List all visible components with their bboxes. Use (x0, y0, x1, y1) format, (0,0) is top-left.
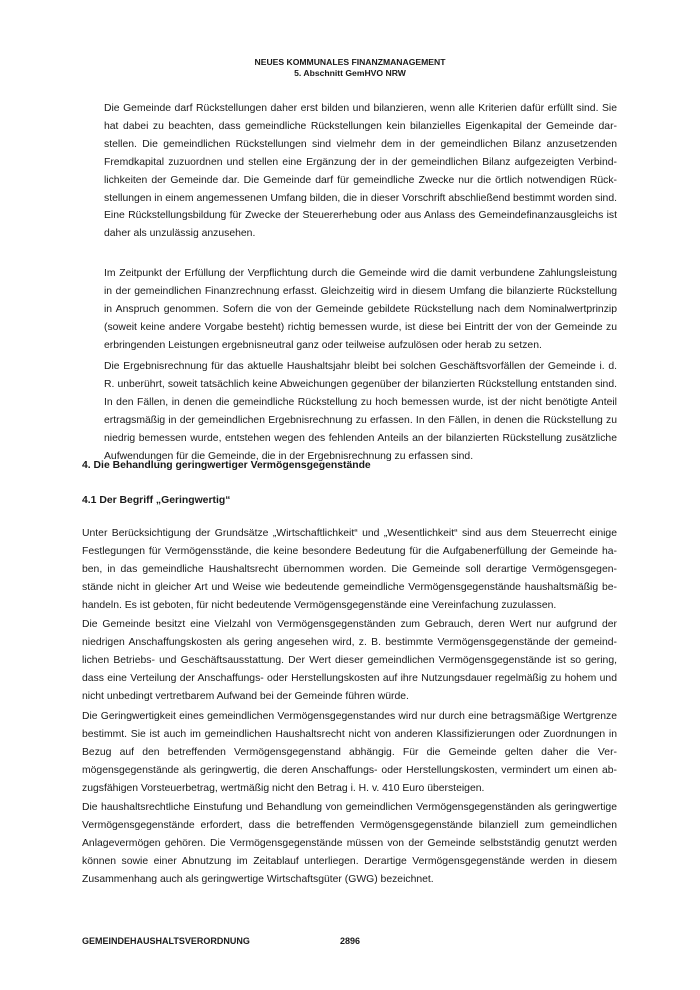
section-paragraph-3: Die Geringwertigkeit eines gemeindlichen Vermögensgegenstandes wird nur durch eine betragsmäßige Wertgrenze bestimmt. Sie ist auch im gemeindlichen Haushaltsrecht nicht von anderen Klassifizierungen oder Zuordnungen in Bezug auf den betreffenden Vermögensgegenstand abhängig. Für die Gemeinde gelten daher die Vermögensgegenstände als geringwertig, die deren Anschaffungs- oder Herstellungskosten, vermindert um einen abzugsfähigen Vorsteuerbetrag, wertmäßig nicht den Betrag i. H. v. 410 Euro übersteigen. (82, 711, 617, 794)
header-title: NEUES KOMMUNALES FINANZMANAGEMENT (254, 57, 446, 67)
header-subtitle: 5. Abschnitt GemHVO NRW (294, 68, 406, 78)
page-header (0, 57, 700, 79)
intro-paragraph-2: Im Zeitpunkt der Erfüllung der Verpflichtung durch die Gemeinde wird die damit verbundene Zahlungsleistung in der gemeindlichen Finanzrechnung erfasst. Gleichzeitig wird in diesem Umfang die bilanzierte Rückstellung in Anspruch genommen. Sofern die von der Gemeinde gebildete Rückstellung nach dem Nominalwertprinzip (soweit keine andere Vorgabe besteht) richtig bemessen wurde, ist diese bei Eintritt der von der Gemeinde zu erbringenden Leistungen ergebnisneutral ganz oder teilweise aufzulösen oder herab zu setzen. (104, 268, 617, 351)
intro-paragraph-3: Die Ergebnisrechnung für das aktuelle Haushaltsjahr bleibt bei solchen Geschäftsvorfällen der Gemeinde i. d. R. unberührt, soweit tatsächlich keine Abweichungen gegenüber der bilanzierten Rückstellung entstanden sind. In den Fällen, in denen die gemeindliche Rückstellung zu hoch bemessen wurde, ist der nicht benötigte Anteil ertragsmäßig in der gemeindlichen Ergebnisrechnung zu erfassen. In den Fällen, in denen die Rückstellung zu niedrig bemessen wurde, entstehen wegen des fehlenden Anteils an der bilanzierten Rückstellung zusätzliche Aufwendungen für die Gemeinde, die in der Ergebnisrechnung zu erfassen sind. (104, 361, 617, 462)
section-heading: 4. Die Behandlung geringwertiger Vermögensgegenstände (82, 460, 371, 471)
intro-paragraph-1: Die Gemeinde darf Rückstellungen daher erst bilden und bilanzieren, wenn alle Kriterien dafür erfüllt sind. Sie hat dabei zu beachten, dass gemeindliche Rückstellungen kein bilanzielles Eigenkapital der Gemeinde darstellen. Die gemeindlichen Rückstellungen sind vielmehr dem in der gemeindlichen Bilanz anzusetzenden Fremdkapital zuzuordnen und stellen eine Ergänzung der in der gemeindlichen Bilanz aufgezeigten Verbindlichkeiten der Gemeinde dar. Die Gemeinde darf für gemeindliche Zwecke nur die örtlich notwendigen Rückstellungen in einem angemessenen Umfang bilden, die in dieser Vorschrift abschließend bestimmt worden sind. Eine Rückstellungsbildung für Zwecke der Steuererhebung oder aus Anlass des Gemeindefinanzausgleichs ist daher als unzulässig anzusehen. (104, 103, 617, 240)
page-number: 2896 (340, 936, 361, 946)
section-paragraph-1: Unter Berücksichtigung der Grundsätze „Wirtschaftlichkeit“ und „Wesentlichkeit“ sind aus dem Steuerrecht einige Festlegungen für Vermögensstände, die keine besondere Bedeutung für die Aufgabenerfüllung der Gemeinde haben, in das gemeindliche Haushaltsrecht übernommen worden. Die Gemeinde soll derartige Vermögensgegenstände nicht in gleicher Art und Weise wie bedeutende gemeindliche Vermögensgegenstände haushaltsmäßig behandeln. Es ist geboten, für nicht bedeutende Vermögensgegenstände eine Vereinfachung zuzulassen. (82, 528, 617, 611)
section-paragraph-2: Die Gemeinde besitzt eine Vielzahl von Vermögensgegenständen zum Gebrauch, deren Wert nur aufgrund der niedrigen Anschaffungskosten als gering angesehen wird, z. B. bestimmte Vermögensgegenstände der gemeindlichen Betriebs- und Geschäftsausstattung. Der Wert dieser gemeindlichen Vermögensgegenstände ist so gering, dass eine Verteilung der Anschaffungs- oder Herstellungskosten auf ihre Nutzungsdauer regelmäßig zu hohem und nicht unbedingt vertretbarem Aufwand bei der Gemeinde führen würde. (82, 619, 617, 702)
footer-label: GEMEINDEHAUSHALTSVERORDNUNG (82, 936, 250, 946)
section-paragraph-4: Die haushaltsrechtliche Einstufung und Behandlung von gemeindlichen Vermögensgegenständen als geringwertige Vermögensgegenstände erfordert, dass die betreffenden Vermögensgegenstände bilanziell zum gemeindlichen Anlagevermögen gehören. Die Vermögensgegenstände müssen von der Gemeinde selbstständig genutzt werden können sowie einer Abnutzung im Zeitablauf unterliegen. Derartige Vermögensgegenstände werden in diesem Zusammenhang auch als geringwertige Wirtschaftsgüter (GWG) bezeichnet. (82, 802, 617, 885)
subsection-heading: 4.1 Der Begriff „Geringwertig“ (82, 495, 231, 506)
